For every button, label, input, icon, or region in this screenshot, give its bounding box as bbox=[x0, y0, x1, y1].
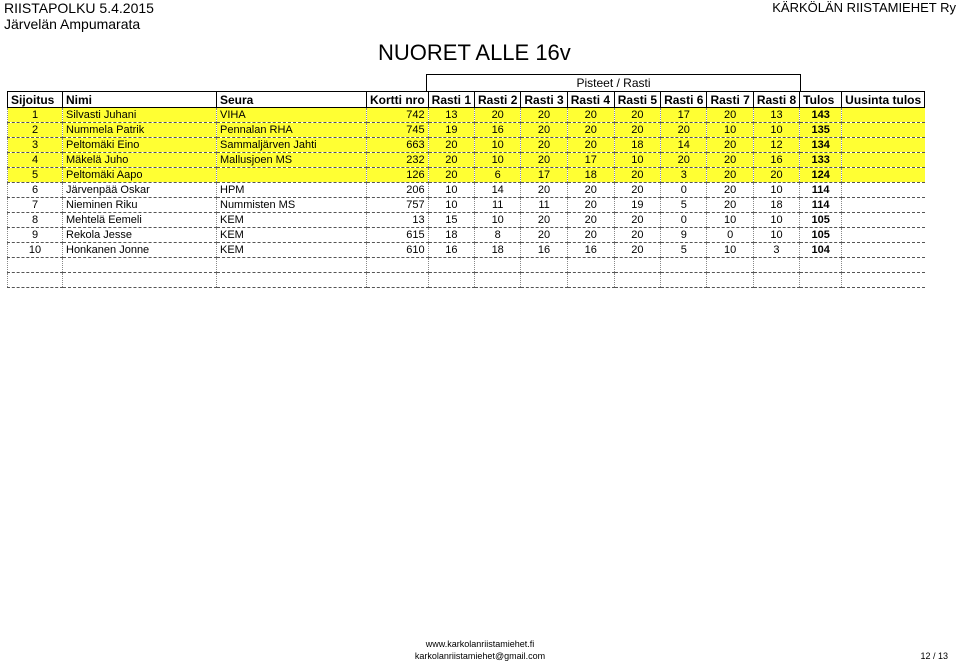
cell-kortti: 742 bbox=[367, 108, 429, 123]
cell-rasti-8: 10 bbox=[753, 213, 799, 228]
table-row bbox=[8, 243, 925, 258]
empty-cell bbox=[707, 273, 753, 288]
cell-rasti-5: 20 bbox=[614, 168, 660, 183]
empty-cell bbox=[614, 258, 660, 273]
cell-rasti-1: 15 bbox=[428, 213, 474, 228]
cell-rasti-8: 10 bbox=[753, 183, 799, 198]
cell-rasti-8: 18 bbox=[753, 198, 799, 213]
cell-rasti-1: 20 bbox=[428, 153, 474, 168]
cell-rasti-4: 20 bbox=[567, 138, 614, 153]
cell-rasti-2: 18 bbox=[475, 243, 521, 258]
empty-cell bbox=[567, 258, 614, 273]
cell-rasti-3: 20 bbox=[521, 228, 567, 243]
cell-rasti-6: 5 bbox=[661, 198, 707, 213]
cell-rasti-3: 20 bbox=[521, 183, 567, 198]
col-header-rasti-5: Rasti 5 bbox=[614, 92, 660, 108]
cell-rasti-3: 20 bbox=[521, 138, 567, 153]
cell-nimi: Peltomäki Eino bbox=[63, 138, 217, 153]
cell-rasti-1: 16 bbox=[428, 243, 474, 258]
col-header-rasti-7: Rasti 7 bbox=[707, 92, 753, 108]
empty-cell bbox=[614, 273, 660, 288]
cell-rasti-7: 20 bbox=[707, 138, 753, 153]
cell-nimi: Nummela Patrik bbox=[63, 123, 217, 138]
cell-seura: Mallusjoen MS bbox=[217, 153, 367, 168]
cell-rasti-5: 20 bbox=[614, 123, 660, 138]
cell-uusinta bbox=[842, 213, 925, 228]
cell-tulos: 133 bbox=[800, 153, 842, 168]
cell-rasti-5: 20 bbox=[614, 213, 660, 228]
cell-rasti-7: 20 bbox=[707, 108, 753, 123]
cell-rasti-6: 17 bbox=[661, 108, 707, 123]
cell-rasti-5: 20 bbox=[614, 228, 660, 243]
cell-rasti-3: 20 bbox=[521, 213, 567, 228]
cell-seura: Pennalan RHA bbox=[217, 123, 367, 138]
table-row bbox=[8, 123, 925, 138]
cell-nimi: Mäkelä Juho bbox=[63, 153, 217, 168]
cell-uusinta bbox=[842, 123, 925, 138]
cell-rasti-8: 3 bbox=[753, 243, 799, 258]
cell-nimi: Silvasti Juhani bbox=[63, 108, 217, 123]
cell-rasti-1: 13 bbox=[428, 108, 474, 123]
cell-nimi: Järvenpää Oskar bbox=[63, 183, 217, 198]
col-header-sijoitus: Sijoitus bbox=[8, 92, 63, 108]
points-group-header: Pisteet / Rasti bbox=[426, 74, 801, 91]
cell-rasti-6: 3 bbox=[661, 168, 707, 183]
cell-uusinta bbox=[842, 228, 925, 243]
cell-rasti-2: 20 bbox=[475, 108, 521, 123]
cell-seura bbox=[217, 168, 367, 183]
cell-rasti-8: 13 bbox=[753, 108, 799, 123]
cell-tulos: 135 bbox=[800, 123, 842, 138]
cell-kortti: 13 bbox=[367, 213, 429, 228]
empty-cell bbox=[661, 258, 707, 273]
cell-tulos: 124 bbox=[800, 168, 842, 183]
empty-cell bbox=[842, 273, 925, 288]
table-row bbox=[8, 213, 925, 228]
venue-name: Järvelän Ampumarata bbox=[4, 16, 141, 32]
cell-uusinta bbox=[842, 108, 925, 123]
col-header-rasti-8: Rasti 8 bbox=[753, 92, 799, 108]
col-header-rasti-3: Rasti 3 bbox=[521, 92, 567, 108]
cell-rasti-7: 20 bbox=[707, 153, 753, 168]
cell-tulos: 134 bbox=[800, 138, 842, 153]
cell-rasti-2: 6 bbox=[475, 168, 521, 183]
cell-rasti-7: 10 bbox=[707, 123, 753, 138]
cell-nimi: Nieminen Riku bbox=[63, 198, 217, 213]
cell-rasti-7: 20 bbox=[707, 198, 753, 213]
cell-rasti-2: 14 bbox=[475, 183, 521, 198]
col-header-nimi: Nimi bbox=[63, 92, 217, 108]
cell-rasti-6: 0 bbox=[661, 183, 707, 198]
cell-kortti: 745 bbox=[367, 123, 429, 138]
cell-rasti-5: 18 bbox=[614, 138, 660, 153]
cell-rasti-4: 20 bbox=[567, 123, 614, 138]
cell-rasti-3: 17 bbox=[521, 168, 567, 183]
cell-rasti-2: 16 bbox=[475, 123, 521, 138]
empty-cell bbox=[753, 273, 799, 288]
cell-tulos: 104 bbox=[800, 243, 842, 258]
cell-rasti-6: 14 bbox=[661, 138, 707, 153]
empty-cell bbox=[800, 273, 842, 288]
cell-sijoitus: 2 bbox=[8, 123, 63, 138]
table-row bbox=[8, 138, 925, 153]
cell-rasti-1: 10 bbox=[428, 198, 474, 213]
cell-rasti-6: 9 bbox=[661, 228, 707, 243]
cell-rasti-6: 20 bbox=[661, 123, 707, 138]
cell-tulos: 114 bbox=[800, 183, 842, 198]
empty-cell bbox=[475, 273, 521, 288]
cell-rasti-3: 20 bbox=[521, 123, 567, 138]
empty-cell bbox=[842, 258, 925, 273]
cell-rasti-2: 11 bbox=[475, 198, 521, 213]
cell-seura: KEM bbox=[217, 243, 367, 258]
footer-email: karkolanriistamiehet@gmail.com bbox=[414, 651, 546, 661]
empty-cell bbox=[63, 258, 217, 273]
cell-seura: Sammaljärven Jahti bbox=[217, 138, 367, 153]
cell-rasti-7: 20 bbox=[707, 183, 753, 198]
cell-uusinta bbox=[842, 183, 925, 198]
cell-rasti-6: 20 bbox=[661, 153, 707, 168]
empty-row bbox=[8, 258, 925, 273]
cell-kortti: 232 bbox=[367, 153, 429, 168]
table-row bbox=[8, 108, 925, 123]
cell-rasti-5: 19 bbox=[614, 198, 660, 213]
cell-uusinta bbox=[842, 138, 925, 153]
cell-rasti-2: 10 bbox=[475, 153, 521, 168]
cell-rasti-6: 5 bbox=[661, 243, 707, 258]
cell-rasti-4: 20 bbox=[567, 183, 614, 198]
cell-rasti-8: 20 bbox=[753, 168, 799, 183]
footer-website: www.karkolanriistamiehet.fi bbox=[425, 639, 535, 649]
empty-cell bbox=[428, 273, 474, 288]
empty-row bbox=[8, 273, 925, 288]
cell-rasti-7: 10 bbox=[707, 243, 753, 258]
cell-rasti-7: 0 bbox=[707, 228, 753, 243]
cell-rasti-4: 20 bbox=[567, 228, 614, 243]
empty-cell bbox=[521, 273, 567, 288]
cell-uusinta bbox=[842, 168, 925, 183]
cell-rasti-5: 20 bbox=[614, 108, 660, 123]
cell-sijoitus: 9 bbox=[8, 228, 63, 243]
cell-rasti-7: 20 bbox=[707, 168, 753, 183]
cell-tulos: 105 bbox=[800, 213, 842, 228]
table-row bbox=[8, 198, 925, 213]
cell-kortti: 615 bbox=[367, 228, 429, 243]
col-header-rasti-2: Rasti 2 bbox=[475, 92, 521, 108]
cell-seura: KEM bbox=[217, 213, 367, 228]
cell-nimi: Peltomäki Aapo bbox=[63, 168, 217, 183]
cell-rasti-5: 10 bbox=[614, 153, 660, 168]
empty-cell bbox=[707, 258, 753, 273]
results-table bbox=[7, 91, 925, 288]
cell-sijoitus: 5 bbox=[8, 168, 63, 183]
cell-rasti-4: 17 bbox=[567, 153, 614, 168]
cell-rasti-4: 16 bbox=[567, 243, 614, 258]
cell-kortti: 126 bbox=[367, 168, 429, 183]
cell-rasti-5: 20 bbox=[614, 183, 660, 198]
cell-kortti: 610 bbox=[367, 243, 429, 258]
cell-rasti-1: 19 bbox=[428, 123, 474, 138]
cell-nimi: Honkanen Jonne bbox=[63, 243, 217, 258]
cell-rasti-3: 11 bbox=[521, 198, 567, 213]
cell-rasti-1: 18 bbox=[428, 228, 474, 243]
page-title: NUORET ALLE 16v bbox=[378, 40, 571, 65]
table-header-row bbox=[8, 92, 925, 108]
cell-rasti-3: 20 bbox=[521, 108, 567, 123]
cell-uusinta bbox=[842, 243, 925, 258]
cell-rasti-3: 16 bbox=[521, 243, 567, 258]
cell-kortti: 757 bbox=[367, 198, 429, 213]
col-header-seura: Seura bbox=[217, 92, 367, 108]
cell-rasti-2: 10 bbox=[475, 138, 521, 153]
cell-sijoitus: 8 bbox=[8, 213, 63, 228]
empty-cell bbox=[367, 258, 429, 273]
cell-rasti-3: 20 bbox=[521, 153, 567, 168]
col-header-rasti-4: Rasti 4 bbox=[567, 92, 614, 108]
col-header-kortti: Kortti nro bbox=[367, 92, 429, 108]
cell-seura: KEM bbox=[217, 228, 367, 243]
cell-seura: Nummisten MS bbox=[217, 198, 367, 213]
col-header-tulos: Tulos bbox=[800, 92, 842, 108]
cell-kortti: 663 bbox=[367, 138, 429, 153]
empty-cell bbox=[8, 258, 63, 273]
table-row bbox=[8, 153, 925, 168]
cell-seura: HPM bbox=[217, 183, 367, 198]
cell-sijoitus: 4 bbox=[8, 153, 63, 168]
table-row bbox=[8, 183, 925, 198]
empty-cell bbox=[428, 258, 474, 273]
cell-rasti-8: 16 bbox=[753, 153, 799, 168]
empty-cell bbox=[800, 258, 842, 273]
cell-rasti-1: 10 bbox=[428, 183, 474, 198]
table-row bbox=[8, 168, 925, 183]
cell-rasti-7: 10 bbox=[707, 213, 753, 228]
cell-uusinta bbox=[842, 153, 925, 168]
organizer-name: KÄRKÖLÄN RIISTAMIEHET Ry bbox=[772, 0, 956, 15]
cell-tulos: 143 bbox=[800, 108, 842, 123]
cell-rasti-4: 18 bbox=[567, 168, 614, 183]
empty-cell bbox=[567, 273, 614, 288]
cell-sijoitus: 3 bbox=[8, 138, 63, 153]
empty-cell bbox=[475, 258, 521, 273]
cell-rasti-8: 12 bbox=[753, 138, 799, 153]
cell-rasti-4: 20 bbox=[567, 198, 614, 213]
cell-rasti-6: 0 bbox=[661, 213, 707, 228]
cell-rasti-8: 10 bbox=[753, 123, 799, 138]
cell-rasti-1: 20 bbox=[428, 138, 474, 153]
cell-rasti-1: 20 bbox=[428, 168, 474, 183]
empty-cell bbox=[367, 273, 429, 288]
cell-sijoitus: 10 bbox=[8, 243, 63, 258]
cell-uusinta bbox=[842, 198, 925, 213]
empty-cell bbox=[521, 258, 567, 273]
cell-rasti-4: 20 bbox=[567, 108, 614, 123]
col-header-uusinta: Uusinta tulos bbox=[842, 92, 925, 108]
cell-rasti-2: 8 bbox=[475, 228, 521, 243]
cell-nimi: Rekola Jesse bbox=[63, 228, 217, 243]
cell-tulos: 105 bbox=[800, 228, 842, 243]
cell-nimi: Mehtelä Eemeli bbox=[63, 213, 217, 228]
empty-cell bbox=[8, 273, 63, 288]
empty-cell bbox=[63, 273, 217, 288]
cell-rasti-4: 20 bbox=[567, 213, 614, 228]
col-header-rasti-6: Rasti 6 bbox=[661, 92, 707, 108]
cell-sijoitus: 1 bbox=[8, 108, 63, 123]
page-number: 12 / 13 bbox=[920, 651, 948, 661]
cell-rasti-2: 10 bbox=[475, 213, 521, 228]
table-row bbox=[8, 228, 925, 243]
empty-cell bbox=[217, 273, 367, 288]
cell-seura: VIHA bbox=[217, 108, 367, 123]
cell-sijoitus: 6 bbox=[8, 183, 63, 198]
col-header-rasti-1: Rasti 1 bbox=[428, 92, 474, 108]
empty-cell bbox=[217, 258, 367, 273]
cell-rasti-8: 10 bbox=[753, 228, 799, 243]
cell-rasti-5: 20 bbox=[614, 243, 660, 258]
event-title: RIISTAPOLKU 5.4.2015 bbox=[4, 0, 154, 16]
empty-cell bbox=[661, 273, 707, 288]
empty-cell bbox=[753, 258, 799, 273]
cell-tulos: 114 bbox=[800, 198, 842, 213]
cell-kortti: 206 bbox=[367, 183, 429, 198]
cell-sijoitus: 7 bbox=[8, 198, 63, 213]
